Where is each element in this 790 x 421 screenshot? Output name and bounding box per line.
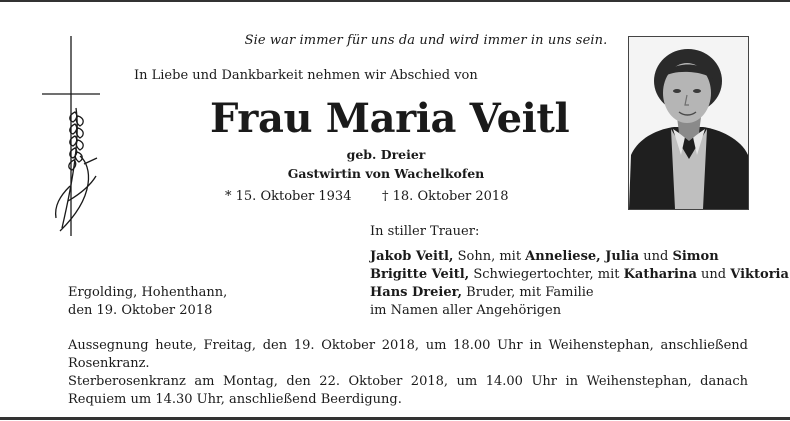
cross-with-wheat-icon — [40, 36, 110, 236]
mourning-heading: In stiller Trauer: — [370, 224, 480, 239]
service-details — [68, 337, 748, 409]
place: Ergolding, Hohenthann, — [68, 285, 228, 300]
occupation: Gastwirtin von Wachelkofen — [287, 166, 485, 181]
portrait-photo — [628, 36, 749, 210]
intro-line: In Liebe und Dankbarkeit nehmen wir Abschied von — [134, 68, 478, 83]
top-border — [0, 0, 790, 2]
mourner-line: Jakob Veitl, Sohn, mit Anneliese, Julia und Simon — [370, 249, 719, 264]
bottom-border — [0, 417, 790, 420]
death-date: † 18. Oktober 2018 — [382, 189, 509, 204]
mourner-line: im Namen aller Angehörigen — [370, 303, 562, 318]
deceased-name: Frau Maria Veitl — [210, 95, 570, 142]
service-paragraph: Aussegnung heute, Freitag, den 19. Oktober 2018, um 18.00 Uhr in Weihenstephan, anschließend Rosenkranz. — [68, 338, 748, 371]
mourner-line: Hans Dreier, Bruder, mit Familie — [370, 285, 594, 300]
service-paragraph: Sterberosenkranz am Montag, den 22. Oktober 2018, um 14.00 Uhr in Weihenstephan, danach Requiem um 14.30 Uhr, anschließend Beerdigung. — [68, 374, 748, 407]
notice-date: den 19. Oktober 2018 — [68, 303, 213, 318]
mourner-line: Brigitte Veitl, Schwiegertochter, mit Katharina und Viktoria — [370, 267, 789, 282]
birth-date: * 15. Oktober 1934 — [225, 189, 352, 204]
portrait-illustration — [629, 37, 748, 209]
motto: Sie war immer für uns da und wird immer in uns sein. — [244, 33, 608, 48]
maiden-name: geb. Dreier — [346, 147, 426, 162]
